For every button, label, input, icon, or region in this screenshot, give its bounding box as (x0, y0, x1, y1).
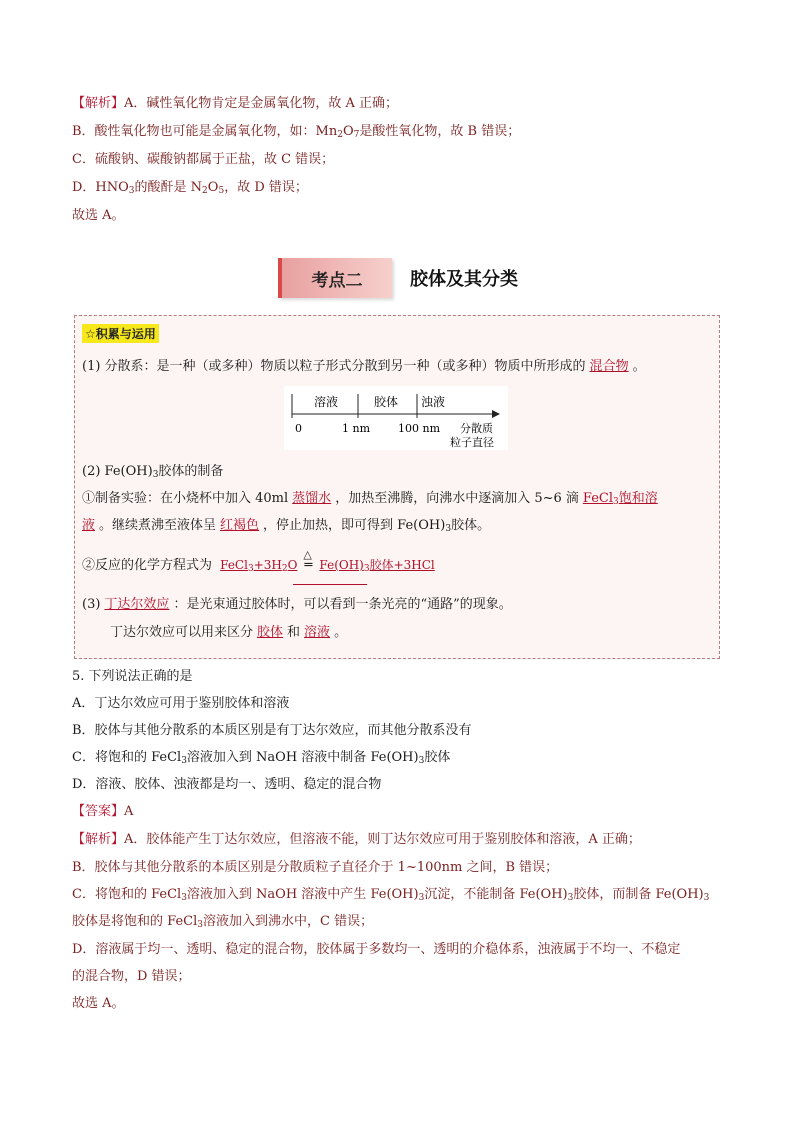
subscript: 3 (418, 893, 425, 903)
text-seg: 饱和溶 (618, 491, 658, 506)
analysis-line-5: 故选 A。 (72, 208, 125, 223)
option-d: D．溶液、胶体、浊液都是均一、透明、稳定的混合物 (72, 777, 382, 792)
text-seg: 胶体是将饱和的 FeCl (72, 914, 198, 929)
blank-answer: 红褐色 (220, 518, 260, 533)
option-b: B．胶体与其他分散系的本质区别是有丁达尔效应，而其他分散系没有 (72, 723, 472, 738)
dispersion-diagram (284, 386, 508, 450)
equation-rule (293, 584, 367, 585)
question-stem: 5. 下列说法正确的是 (72, 669, 193, 684)
option-a: A．丁达尔效应可用于鉴别胶体和溶液 (72, 696, 290, 711)
text-seg: 胶体。 (451, 518, 491, 533)
blank-answer: 胶体 (257, 625, 284, 640)
text-seg: B．酸性氧化物也可能是金属氧化物，如：Mn (72, 124, 338, 139)
subscript: 3 (445, 524, 452, 534)
text-seg: ①制备实验：在小烧杯中加入 40ml (82, 491, 289, 506)
star-icon: ☆ (85, 327, 96, 341)
section-tag: 考点二 (278, 258, 392, 298)
analysis-tag: 【解析】 (72, 96, 125, 111)
text-seg: FeCl (220, 558, 248, 572)
knowledge-badge (82, 324, 159, 343)
equation-answer (216, 558, 301, 572)
analysis-tag: 【解析】 (72, 832, 125, 847)
text-seg: 胶体的制备 (158, 464, 224, 479)
region-label: 胶体 (374, 395, 399, 409)
explain-line-6: 的混合物，D 错误； (72, 969, 191, 984)
text-seg: 溶液加入到 NaOH 溶液中产生 Fe(OH) (186, 887, 419, 902)
region-label: 浊液 (421, 395, 446, 409)
delta-icon: △ (303, 548, 312, 561)
arrow-icon (492, 410, 500, 418)
text-seg: ②反应的化学方程式为 (82, 558, 213, 573)
subscript: 5 (218, 186, 225, 196)
subscript: 3 (613, 497, 619, 507)
text-seg: 是酸性氧化物，故 B 错误； (359, 124, 521, 139)
badge-label: 积累与运用 (95, 327, 156, 341)
equals-sign: ═ (304, 558, 313, 573)
box-para-2 (82, 462, 223, 482)
tick-label: 1 nm (342, 422, 371, 435)
box-para-4 (82, 516, 490, 536)
text-seg: 胶体，而制备 Fe(OH) (573, 887, 704, 902)
text-seg: ，故 D 错误； (224, 180, 308, 195)
box-para-6 (82, 595, 512, 615)
text-seg: 。 (632, 359, 646, 374)
blank-answer: 溶液 (304, 625, 331, 640)
text-seg: 溶液加入到沸水中，C 错误； (202, 914, 374, 929)
text-seg: 溶液加入到 NaOH 溶液中制备 Fe(OH) (186, 750, 419, 765)
text-seg: ：是光束通过胶体时，可以看到一条光亮的“通路”的现象。 (173, 597, 512, 612)
text-seg: 胶体+3HCl (369, 558, 435, 572)
answer-value: A (124, 804, 134, 819)
text-seg: ，停止加热，即可得到 Fe(OH) (263, 518, 446, 533)
blank-answer: 液 (82, 518, 96, 533)
subscript: 3 (247, 564, 254, 574)
text-seg: Fe(OH) (319, 558, 364, 572)
text-seg: C．将饱和的 FeCl (72, 887, 182, 902)
subscript: 7 (353, 130, 360, 140)
text-seg: 沉淀，不能制备 Fe(OH) (424, 887, 568, 902)
subscript: 2 (337, 130, 343, 140)
text-seg: D．HNO (72, 180, 129, 195)
tick-label: 100 nm (398, 422, 441, 435)
text-seg: +3H (253, 558, 282, 572)
subscript: 3 (363, 564, 370, 574)
explain-line-3 (72, 885, 709, 905)
text-seg: 的酸酐是 N (134, 180, 203, 195)
analysis-line-3: C．硫酸钠、碳酸钠都属于正盐，故 C 错误； (72, 152, 335, 167)
text-seg: ，加热至沸腾，向沸水中逐滴加入 5~6 滴 (335, 491, 579, 506)
text-seg: (3) (82, 597, 101, 612)
text-seg: 。继续煮沸至液体呈 (99, 518, 217, 533)
explain-line-5: D．溶液属于均一、透明、稳定的混合物，胶体属于多数均一、透明的介稳体系，浊液属于不均一、不稳定 (72, 942, 681, 957)
box-para-3 (82, 489, 662, 509)
text-seg: 和 (287, 625, 301, 640)
text-seg: 丁达尔效应可以用来区分 (110, 625, 254, 640)
subscript: 3 (703, 893, 710, 903)
subscript: 3 (418, 756, 425, 766)
section-heading (278, 258, 518, 298)
box-para-5 (82, 548, 439, 576)
section-title: 胶体及其分类 (410, 269, 518, 290)
text-seg: O (342, 124, 354, 139)
region-label: 溶液 (314, 395, 339, 409)
text-seg: A．胶体能产生丁达尔效应，但溶液不能，则丁达尔效应可用于鉴别胶体和溶液，A 正确； (124, 832, 641, 847)
subscript: 3 (152, 470, 159, 480)
explain-line-4 (72, 912, 373, 932)
dispersion-scale (284, 386, 508, 450)
subscript: 3 (567, 893, 574, 903)
equation-answer (315, 558, 438, 572)
subscript: 3 (197, 920, 203, 930)
explain-line-1 (72, 830, 641, 850)
text-seg: C．将饱和的 FeCl (72, 750, 182, 765)
subscript: 3 (128, 186, 135, 196)
text-seg: 。 (334, 625, 348, 640)
analysis-line-1 (72, 94, 398, 114)
axis-label: 粒子直径 (450, 436, 494, 449)
box-para-7 (110, 623, 347, 643)
subscript: 3 (181, 893, 187, 903)
answer-line (72, 802, 133, 822)
answer-tag: 【答案】 (72, 804, 125, 819)
blank-answer (579, 491, 662, 506)
subscript: 2 (281, 564, 288, 574)
subscript: 3 (181, 756, 187, 766)
blank-answer: 丁达尔效应 (104, 597, 170, 612)
tick-label: 0 (295, 422, 302, 435)
axis-label: 分散质 (460, 422, 493, 435)
option-c (72, 748, 450, 768)
text-seg: FeCl (582, 491, 613, 506)
text-seg: 胶体 (424, 750, 451, 765)
text-seg: (1) 分散系：是一种（或多种）物质以粒子形式分散到另一种（或多种）物质中所形成的 (82, 359, 586, 374)
analysis-line-4 (72, 178, 308, 198)
analysis-line-2 (72, 122, 520, 142)
explain-line-7: 故选 A。 (72, 996, 125, 1011)
box-para-1 (82, 357, 646, 377)
text-seg: (2) Fe(OH) (82, 464, 153, 479)
text-seg: O (287, 558, 298, 572)
blank-answer: 混合物 (589, 359, 629, 374)
blank-answer: 蒸馏水 (292, 491, 332, 506)
subscript: 2 (202, 186, 208, 196)
heat-arrow (301, 548, 315, 576)
explain-line-2: B．胶体与其他分散系的本质区别是分散质粒子直径介于 1~100nm 之间，B 错误； (72, 860, 559, 875)
text-seg: O (207, 180, 219, 195)
analysis-text: A．碱性氧化物肯定是金属氧化物，故 A 正确； (124, 96, 399, 111)
